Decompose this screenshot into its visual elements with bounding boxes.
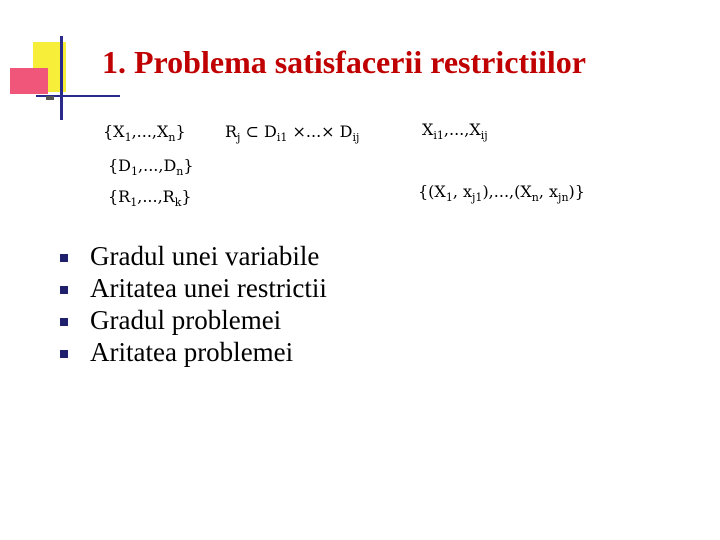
- bullet-text: Gradul unei variabile: [90, 241, 320, 271]
- bullet-list: [60, 240, 327, 368]
- formula-domains: $\{D_1,...,D_n\}$: [108, 156, 194, 179]
- bullet-text: Gradul problemei: [90, 305, 282, 335]
- slide-title: 1. Problema satisfacerii restrictiilor: [102, 44, 586, 80]
- deco-tick: [46, 96, 54, 100]
- bullet-item: [60, 304, 327, 336]
- formula-tuple: {($X_1$, $x_{j1}),...,(X_n$, $x_{jn}$)}: [418, 182, 585, 205]
- bullet-item: [60, 240, 327, 272]
- bullet-square-icon: [60, 286, 68, 294]
- bullet-square-icon: [60, 318, 68, 326]
- formula-variables: $\{X_1,...,X_n\}$: [103, 122, 186, 145]
- bullet-square-icon: [60, 350, 68, 358]
- bullet-text: Aritatea unei restrictii: [90, 273, 327, 303]
- bullet-text: Aritatea problemei: [90, 337, 294, 367]
- bullet-item: [60, 336, 327, 368]
- bullet-square-icon: [60, 254, 68, 262]
- formula-relations: $\{R_1,...,R_k\}$: [108, 187, 192, 210]
- bullet-item: [60, 272, 327, 304]
- deco-pink-square: [10, 68, 48, 94]
- formula-scope: $X_{i1},...,X_{ij}$: [422, 120, 488, 143]
- deco-vertical-line: [60, 36, 63, 120]
- formula-relation-definition: $R_j$ ⊂ $D_{i1}$ ×...× $D_{ij}$: [225, 122, 360, 145]
